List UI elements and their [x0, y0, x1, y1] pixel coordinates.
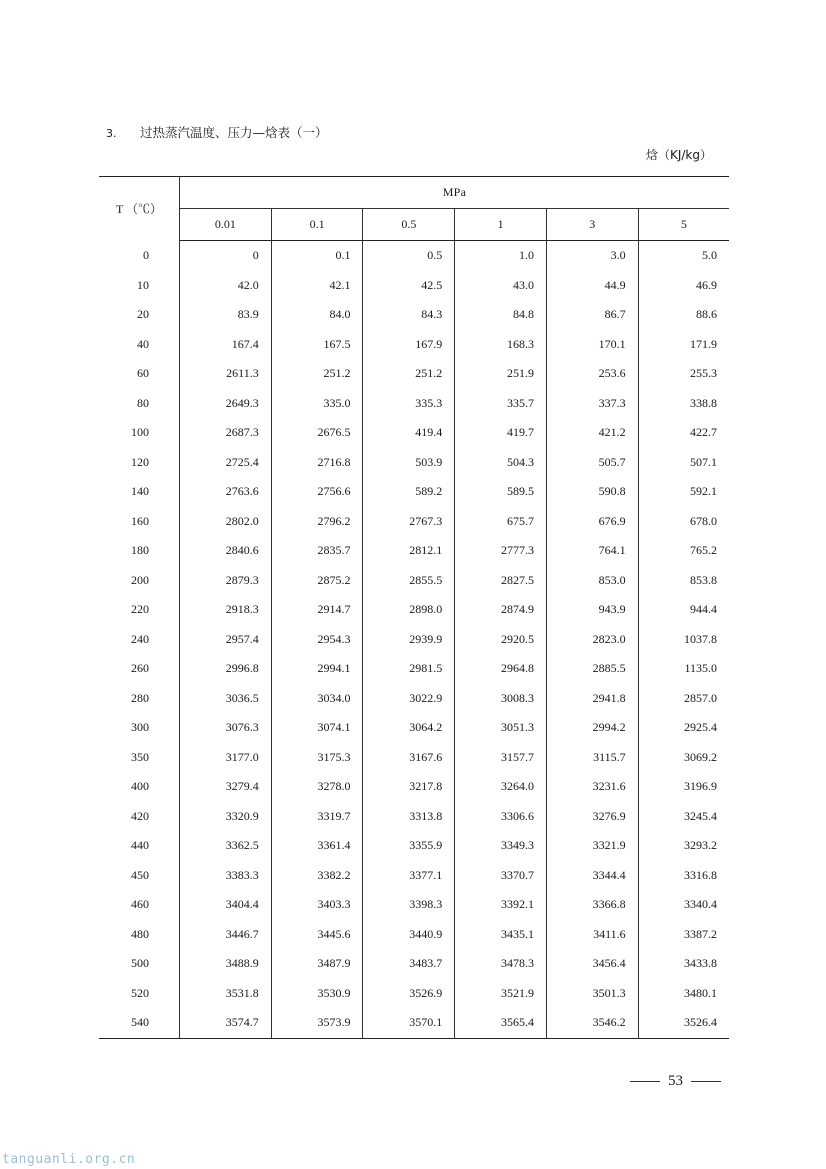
enthalpy-cell: 3487.9 [271, 949, 363, 979]
enthalpy-cell: 2767.3 [363, 507, 455, 537]
enthalpy-cell: 3157.7 [455, 743, 547, 773]
enthalpy-cell: 42.0 [180, 271, 272, 301]
enthalpy-cell: 171.9 [638, 330, 729, 360]
pressure-row [99, 209, 729, 241]
pressure-col-header: 0.1 [271, 209, 363, 241]
table-row [99, 713, 729, 743]
temperature-cell: 520 [131, 985, 149, 1000]
table-row [99, 330, 729, 360]
enthalpy-cell: 503.9 [363, 448, 455, 478]
enthalpy-cell: 2835.7 [271, 536, 363, 566]
temperature-cell: 140 [131, 484, 149, 499]
enthalpy-cell: 419.7 [455, 418, 547, 448]
table-row [99, 507, 729, 537]
enthalpy-cell: 2611.3 [180, 359, 272, 389]
enthalpy-cell: 2649.3 [180, 389, 272, 419]
enthalpy-cell: 2827.5 [455, 566, 547, 596]
enthalpy-cell: 251.2 [271, 359, 363, 389]
enthalpy-cell: 1037.8 [638, 625, 729, 655]
enthalpy-cell: 2763.6 [180, 477, 272, 507]
enthalpy-cell: 504.3 [455, 448, 547, 478]
enthalpy-cell: 3501.3 [546, 979, 638, 1009]
temperature-cell: 160 [131, 513, 149, 528]
enthalpy-cell: 2914.7 [271, 595, 363, 625]
temperature-cell: 120 [131, 454, 149, 469]
enthalpy-cell: 255.3 [638, 359, 729, 389]
temperature-cell: 260 [131, 661, 149, 676]
unit-label: 焓（KJ/kg） [645, 148, 712, 162]
enthalpy-cell: 3574.7 [180, 1008, 272, 1038]
enthalpy-cell: 2925.4 [638, 713, 729, 743]
pressure-col-header: 3 [546, 209, 638, 241]
enthalpy-cell: 84.0 [271, 300, 363, 330]
enthalpy-cell: 3398.3 [363, 890, 455, 920]
enthalpy-cell: 3245.4 [638, 802, 729, 832]
temperature-cell: 500 [131, 956, 149, 971]
enthalpy-cell: 253.6 [546, 359, 638, 389]
enthalpy-cell: 3115.7 [546, 743, 638, 773]
table-row [99, 566, 729, 596]
enthalpy-cell: 3074.1 [271, 713, 363, 743]
enthalpy-cell: 3076.3 [180, 713, 272, 743]
enthalpy-cell: 3392.1 [455, 890, 547, 920]
section-number: 3. [106, 127, 117, 140]
table-row [99, 920, 729, 950]
enthalpy-cell: 853.8 [638, 566, 729, 596]
table-row [99, 1008, 729, 1038]
enthalpy-cell: 2823.0 [546, 625, 638, 655]
enthalpy-cell: 2957.4 [180, 625, 272, 655]
enthalpy-cell: 0.1 [271, 241, 363, 271]
enthalpy-cell: 44.9 [546, 271, 638, 301]
enthalpy-cell: 2981.5 [363, 654, 455, 684]
enthalpy-cell: 3316.8 [638, 861, 729, 891]
enthalpy-cell: 3293.2 [638, 831, 729, 861]
enthalpy-cell: 765.2 [638, 536, 729, 566]
temperature-cell: 200 [131, 572, 149, 587]
table-row [99, 389, 729, 419]
table-row [99, 448, 729, 478]
section-title: 过热蒸汽温度、压力—焓表（一） [139, 125, 328, 140]
enthalpy-cell: 3320.9 [180, 802, 272, 832]
enthalpy-cell: 3488.9 [180, 949, 272, 979]
enthalpy-cell: 589.2 [363, 477, 455, 507]
temperature-cell: 100 [131, 425, 149, 440]
temperature-cell: 20 [137, 307, 149, 322]
enthalpy-cell: 2994.1 [271, 654, 363, 684]
enthalpy-cell: 2857.0 [638, 684, 729, 714]
enthalpy-cell: 3278.0 [271, 772, 363, 802]
enthalpy-cell: 2796.2 [271, 507, 363, 537]
enthalpy-cell: 853.0 [546, 566, 638, 596]
enthalpy-cell: 335.7 [455, 389, 547, 419]
temperature-cell: 480 [131, 926, 149, 941]
enthalpy-cell: 2918.3 [180, 595, 272, 625]
footer-dash-right [691, 1081, 721, 1082]
enthalpy-cell: 419.4 [363, 418, 455, 448]
enthalpy-cell: 335.3 [363, 389, 455, 419]
enthalpy-cell: 3445.6 [271, 920, 363, 950]
enthalpy-cell: 251.2 [363, 359, 455, 389]
watermark: tanguanli.org.cn [2, 1152, 136, 1167]
enthalpy-cell: 944.4 [638, 595, 729, 625]
enthalpy-cell: 3279.4 [180, 772, 272, 802]
table-row [99, 772, 729, 802]
enthalpy-cell: 2964.8 [455, 654, 547, 684]
enthalpy-cell: 422.7 [638, 418, 729, 448]
enthalpy-cell: 3349.3 [455, 831, 547, 861]
pressure-col-header: 0.5 [363, 209, 455, 241]
table-row [99, 684, 729, 714]
temperature-cell: 400 [131, 779, 149, 794]
enthalpy-cell: 3435.1 [455, 920, 547, 950]
table-row [99, 536, 729, 566]
enthalpy-cell: 3036.5 [180, 684, 272, 714]
enthalpy-cell: 3064.2 [363, 713, 455, 743]
enthalpy-cell: 3231.6 [546, 772, 638, 802]
enthalpy-cell: 170.1 [546, 330, 638, 360]
enthalpy-cell: 589.5 [455, 477, 547, 507]
enthalpy-cell: 2855.5 [363, 566, 455, 596]
enthalpy-cell: 0 [180, 241, 272, 271]
enthalpy-cell: 3167.6 [363, 743, 455, 773]
enthalpy-cell: 3370.7 [455, 861, 547, 891]
enthalpy-cell: 46.9 [638, 271, 729, 301]
enthalpy-cell: 2898.0 [363, 595, 455, 625]
enthalpy-cell: 943.9 [546, 595, 638, 625]
enthalpy-cell: 167.4 [180, 330, 272, 360]
enthalpy-cell: 2994.2 [546, 713, 638, 743]
temperature-cell: 350 [131, 749, 149, 764]
temperature-cell: 60 [137, 366, 149, 381]
enthalpy-cell: 3217.8 [363, 772, 455, 802]
enthalpy-cell: 3446.7 [180, 920, 272, 950]
enthalpy-cell: 3361.4 [271, 831, 363, 861]
enthalpy-cell: 2954.3 [271, 625, 363, 655]
table-row [99, 949, 729, 979]
enthalpy-cell: 1.0 [455, 241, 547, 271]
enthalpy-cell: 3433.8 [638, 949, 729, 979]
enthalpy-cell: 3404.4 [180, 890, 272, 920]
temperature-cell: 450 [131, 867, 149, 882]
enthalpy-cell: 3069.2 [638, 743, 729, 773]
enthalpy-cell: 2941.8 [546, 684, 638, 714]
enthalpy-cell: 86.7 [546, 300, 638, 330]
enthalpy-cell: 3355.9 [363, 831, 455, 861]
enthalpy-cell: 2879.3 [180, 566, 272, 596]
table-row [99, 477, 729, 507]
pressure-col-header: 5 [638, 209, 729, 241]
enthalpy-cell: 168.3 [455, 330, 547, 360]
enthalpy-cell: 2874.9 [455, 595, 547, 625]
enthalpy-cell: 421.2 [546, 418, 638, 448]
enthalpy-cell: 3306.6 [455, 802, 547, 832]
enthalpy-cell: 3526.9 [363, 979, 455, 1009]
enthalpy-cell: 3377.1 [363, 861, 455, 891]
section-heading [106, 123, 328, 141]
table-row [99, 271, 729, 301]
enthalpy-cell: 507.1 [638, 448, 729, 478]
enthalpy-cell: 335.0 [271, 389, 363, 419]
enthalpy-cell: 764.1 [546, 536, 638, 566]
table-body [99, 241, 729, 1039]
enthalpy-cell: 42.1 [271, 271, 363, 301]
table-row [99, 654, 729, 684]
enthalpy-cell: 83.9 [180, 300, 272, 330]
page-footer [622, 1073, 729, 1090]
enthalpy-cell: 3383.3 [180, 861, 272, 891]
enthalpy-cell: 3483.7 [363, 949, 455, 979]
enthalpy-cell: 3340.4 [638, 890, 729, 920]
temperature-cell: 0 [143, 248, 149, 262]
enthalpy-cell: 2840.6 [180, 536, 272, 566]
enthalpy-cell: 3440.9 [363, 920, 455, 950]
enthalpy-cell: 3344.4 [546, 861, 638, 891]
table-row [99, 890, 729, 920]
enthalpy-cell: 3177.0 [180, 743, 272, 773]
enthalpy-cell: 3175.3 [271, 743, 363, 773]
enthalpy-cell: 338.8 [638, 389, 729, 419]
table-row [99, 241, 729, 271]
enthalpy-cell: 3480.1 [638, 979, 729, 1009]
table-row [99, 595, 729, 625]
enthalpy-cell: 84.8 [455, 300, 547, 330]
enthalpy-cell: 3034.0 [271, 684, 363, 714]
enthalpy-cell: 0.5 [363, 241, 455, 271]
enthalpy-cell: 3573.9 [271, 1008, 363, 1038]
enthalpy-cell: 3264.0 [455, 772, 547, 802]
enthalpy-cell: 167.9 [363, 330, 455, 360]
enthalpy-cell: 3570.1 [363, 1008, 455, 1038]
table-row [99, 300, 729, 330]
table-row [99, 359, 729, 389]
enthalpy-cell: 2777.3 [455, 536, 547, 566]
temperature-cell: 440 [131, 838, 149, 853]
enthalpy-cell: 84.3 [363, 300, 455, 330]
enthalpy-table [99, 176, 729, 1039]
enthalpy-cell: 3531.8 [180, 979, 272, 1009]
enthalpy-cell: 2812.1 [363, 536, 455, 566]
footer-dash-left [630, 1081, 660, 1082]
enthalpy-cell: 42.5 [363, 271, 455, 301]
temperature-cell: 240 [131, 631, 149, 646]
temperature-header: T （℃） [99, 177, 180, 241]
pressure-header: MPa [180, 177, 730, 209]
enthalpy-cell: 590.8 [546, 477, 638, 507]
enthalpy-cell: 3403.3 [271, 890, 363, 920]
table-row [99, 625, 729, 655]
temperature-cell: 420 [131, 808, 149, 823]
page-number: 53 [668, 1073, 683, 1089]
table-row [99, 418, 729, 448]
temperature-cell: 540 [131, 1015, 149, 1030]
temperature-cell: 280 [131, 690, 149, 705]
table-row [99, 743, 729, 773]
enthalpy-cell: 5.0 [638, 241, 729, 271]
table-row [99, 802, 729, 832]
enthalpy-cell: 3478.3 [455, 949, 547, 979]
enthalpy-cell: 3313.8 [363, 802, 455, 832]
enthalpy-cell: 675.7 [455, 507, 547, 537]
enthalpy-cell: 3456.4 [546, 949, 638, 979]
enthalpy-cell: 3008.3 [455, 684, 547, 714]
enthalpy-cell: 43.0 [455, 271, 547, 301]
temperature-cell: 460 [131, 897, 149, 912]
enthalpy-cell: 167.5 [271, 330, 363, 360]
enthalpy-cell: 3.0 [546, 241, 638, 271]
temperature-cell: 10 [137, 277, 149, 292]
enthalpy-cell: 2875.2 [271, 566, 363, 596]
enthalpy-cell: 3565.4 [455, 1008, 547, 1038]
enthalpy-cell: 3321.9 [546, 831, 638, 861]
enthalpy-cell: 2676.5 [271, 418, 363, 448]
enthalpy-cell: 3319.7 [271, 802, 363, 832]
enthalpy-cell: 3276.9 [546, 802, 638, 832]
enthalpy-cell: 3366.8 [546, 890, 638, 920]
enthalpy-cell: 3530.9 [271, 979, 363, 1009]
temperature-cell: 220 [131, 602, 149, 617]
table-row [99, 831, 729, 861]
enthalpy-cell: 251.9 [455, 359, 547, 389]
enthalpy-cell: 2802.0 [180, 507, 272, 537]
enthalpy-cell: 505.7 [546, 448, 638, 478]
enthalpy-cell: 592.1 [638, 477, 729, 507]
enthalpy-cell: 2939.9 [363, 625, 455, 655]
enthalpy-cell: 3362.5 [180, 831, 272, 861]
enthalpy-cell: 3196.9 [638, 772, 729, 802]
enthalpy-cell: 3387.2 [638, 920, 729, 950]
enthalpy-cell: 3546.2 [546, 1008, 638, 1038]
enthalpy-cell: 2756.6 [271, 477, 363, 507]
enthalpy-cell: 2725.4 [180, 448, 272, 478]
enthalpy-cell: 1135.0 [638, 654, 729, 684]
enthalpy-cell: 2885.5 [546, 654, 638, 684]
temperature-cell: 180 [131, 543, 149, 558]
enthalpy-cell: 3022.9 [363, 684, 455, 714]
enthalpy-cell: 3526.4 [638, 1008, 729, 1038]
enthalpy-cell: 2920.5 [455, 625, 547, 655]
enthalpy-cell: 3411.6 [546, 920, 638, 950]
table-row [99, 979, 729, 1009]
temperature-cell: 80 [137, 395, 149, 410]
enthalpy-cell: 2996.8 [180, 654, 272, 684]
enthalpy-cell: 3382.2 [271, 861, 363, 891]
enthalpy-cell: 88.6 [638, 300, 729, 330]
enthalpy-cell: 676.9 [546, 507, 638, 537]
enthalpy-cell: 2716.8 [271, 448, 363, 478]
pressure-col-header: 0.01 [180, 209, 272, 241]
pressure-col-header: 1 [455, 209, 547, 241]
table-row [99, 861, 729, 891]
enthalpy-cell: 3051.3 [455, 713, 547, 743]
temperature-cell: 300 [131, 720, 149, 735]
temperature-cell: 40 [137, 336, 149, 351]
enthalpy-cell: 2687.3 [180, 418, 272, 448]
enthalpy-cell: 3521.9 [455, 979, 547, 1009]
enthalpy-cell: 678.0 [638, 507, 729, 537]
enthalpy-cell: 337.3 [546, 389, 638, 419]
